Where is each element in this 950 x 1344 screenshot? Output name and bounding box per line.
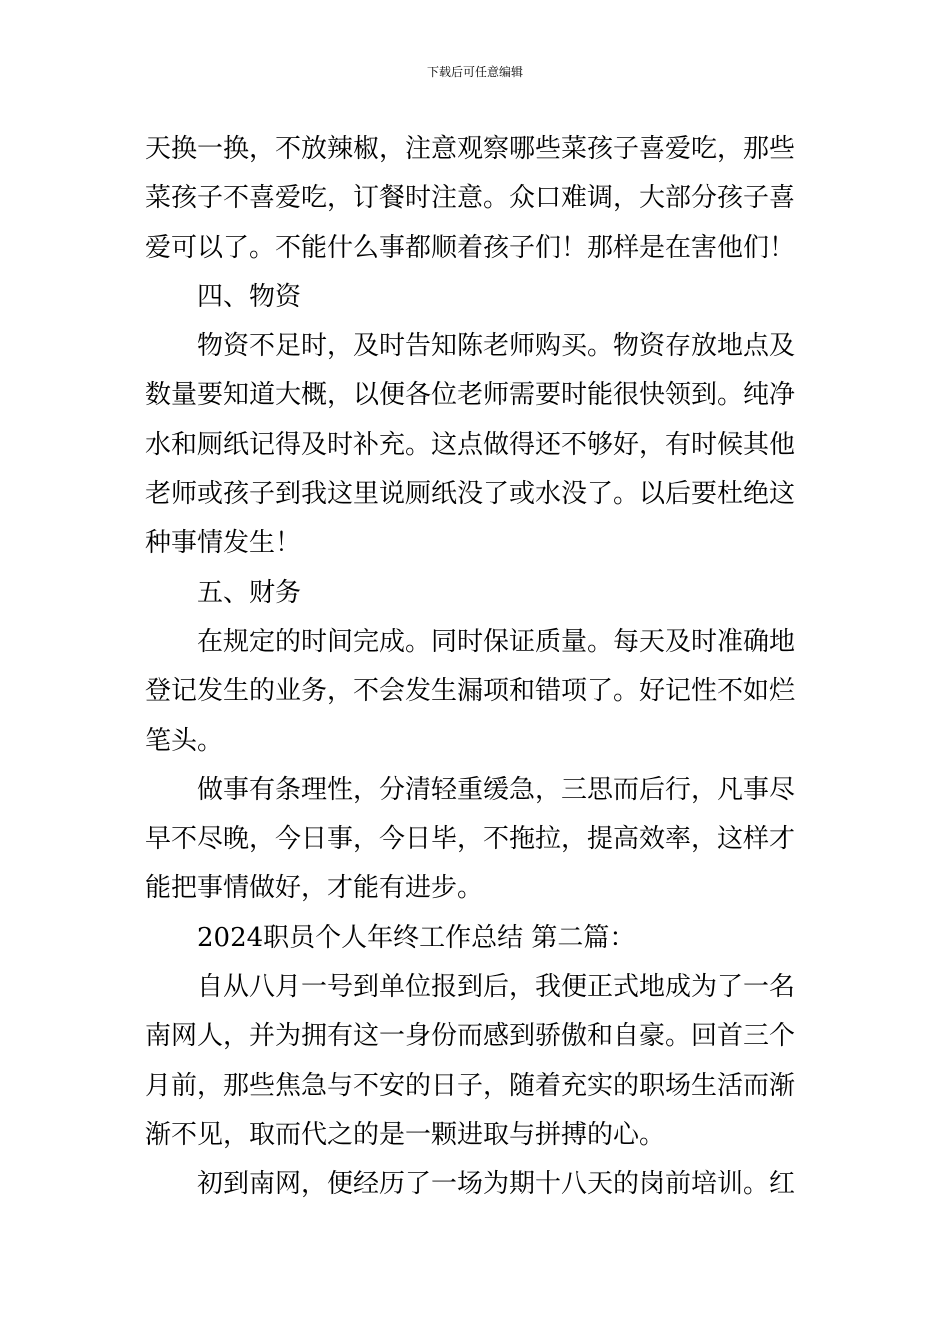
- text-line: 老师或孩子到我这里说厕纸没了或水没了。以后要杜绝这: [145, 479, 796, 510]
- text-line: 渐不见，取而代之的是一颗进取与拼搏的心。: [145, 1119, 666, 1150]
- page-header: 下载后可任意编辑: [426, 65, 523, 79]
- text-line: 早不尽晚，今日事，今日毕，不拖拉，提高效率，这样才: [145, 824, 796, 855]
- text-line: 爱可以了。不能什么事都顺着孩子们！那样是在害他们！: [145, 232, 796, 263]
- text-line: 做事有条理性，分清轻重缓急，三思而后行，凡事尽: [197, 774, 796, 805]
- text-line: 菜孩子不喜爱吃，订餐时注意。众口难调，大部分孩子喜: [145, 183, 796, 214]
- text-line: 物资不足时，及时告知陈老师购买。物资存放地点及: [197, 331, 796, 362]
- text-line: 自从八月一号到单位报到后，我便正式地成为了一名: [197, 972, 796, 1003]
- text-line: 种事情发生！: [145, 528, 302, 559]
- text-line: 初到南网，便经历了一场为期十八天的岗前培训。红: [197, 1169, 796, 1200]
- text-line: 水和厕纸记得及时补充。这点做得还不够好，有时候其他: [145, 429, 796, 460]
- article-title: 2024职员个人年终工作总结 第二篇：: [197, 922, 636, 953]
- text-line: 登记发生的业务，不会发生漏项和错项了。好记性不如烂: [145, 676, 796, 707]
- section-heading: 五、财务: [197, 577, 302, 608]
- text-line: 南网人，并为拥有这一身份而感到骄傲和自豪。回首三个: [145, 1021, 796, 1052]
- text-line: 数量要知道大概，以便各位老师需要时能很快领到。纯净: [145, 380, 796, 411]
- text-line: 能把事情做好，才能有进步。: [145, 873, 484, 904]
- text-line: 月前，那些焦急与不安的日子，随着充实的职场生活而渐: [145, 1070, 796, 1101]
- document-body: [145, 125, 807, 1210]
- text-line: 天换一换，不放辣椒，注意观察哪些菜孩子喜爱吃，那些: [145, 134, 796, 164]
- section-heading: 四、物资: [197, 281, 302, 312]
- text-line: 笔头。: [145, 725, 224, 756]
- text-line: 在规定的时间完成。同时保证质量。每天及时准确地: [197, 626, 796, 657]
